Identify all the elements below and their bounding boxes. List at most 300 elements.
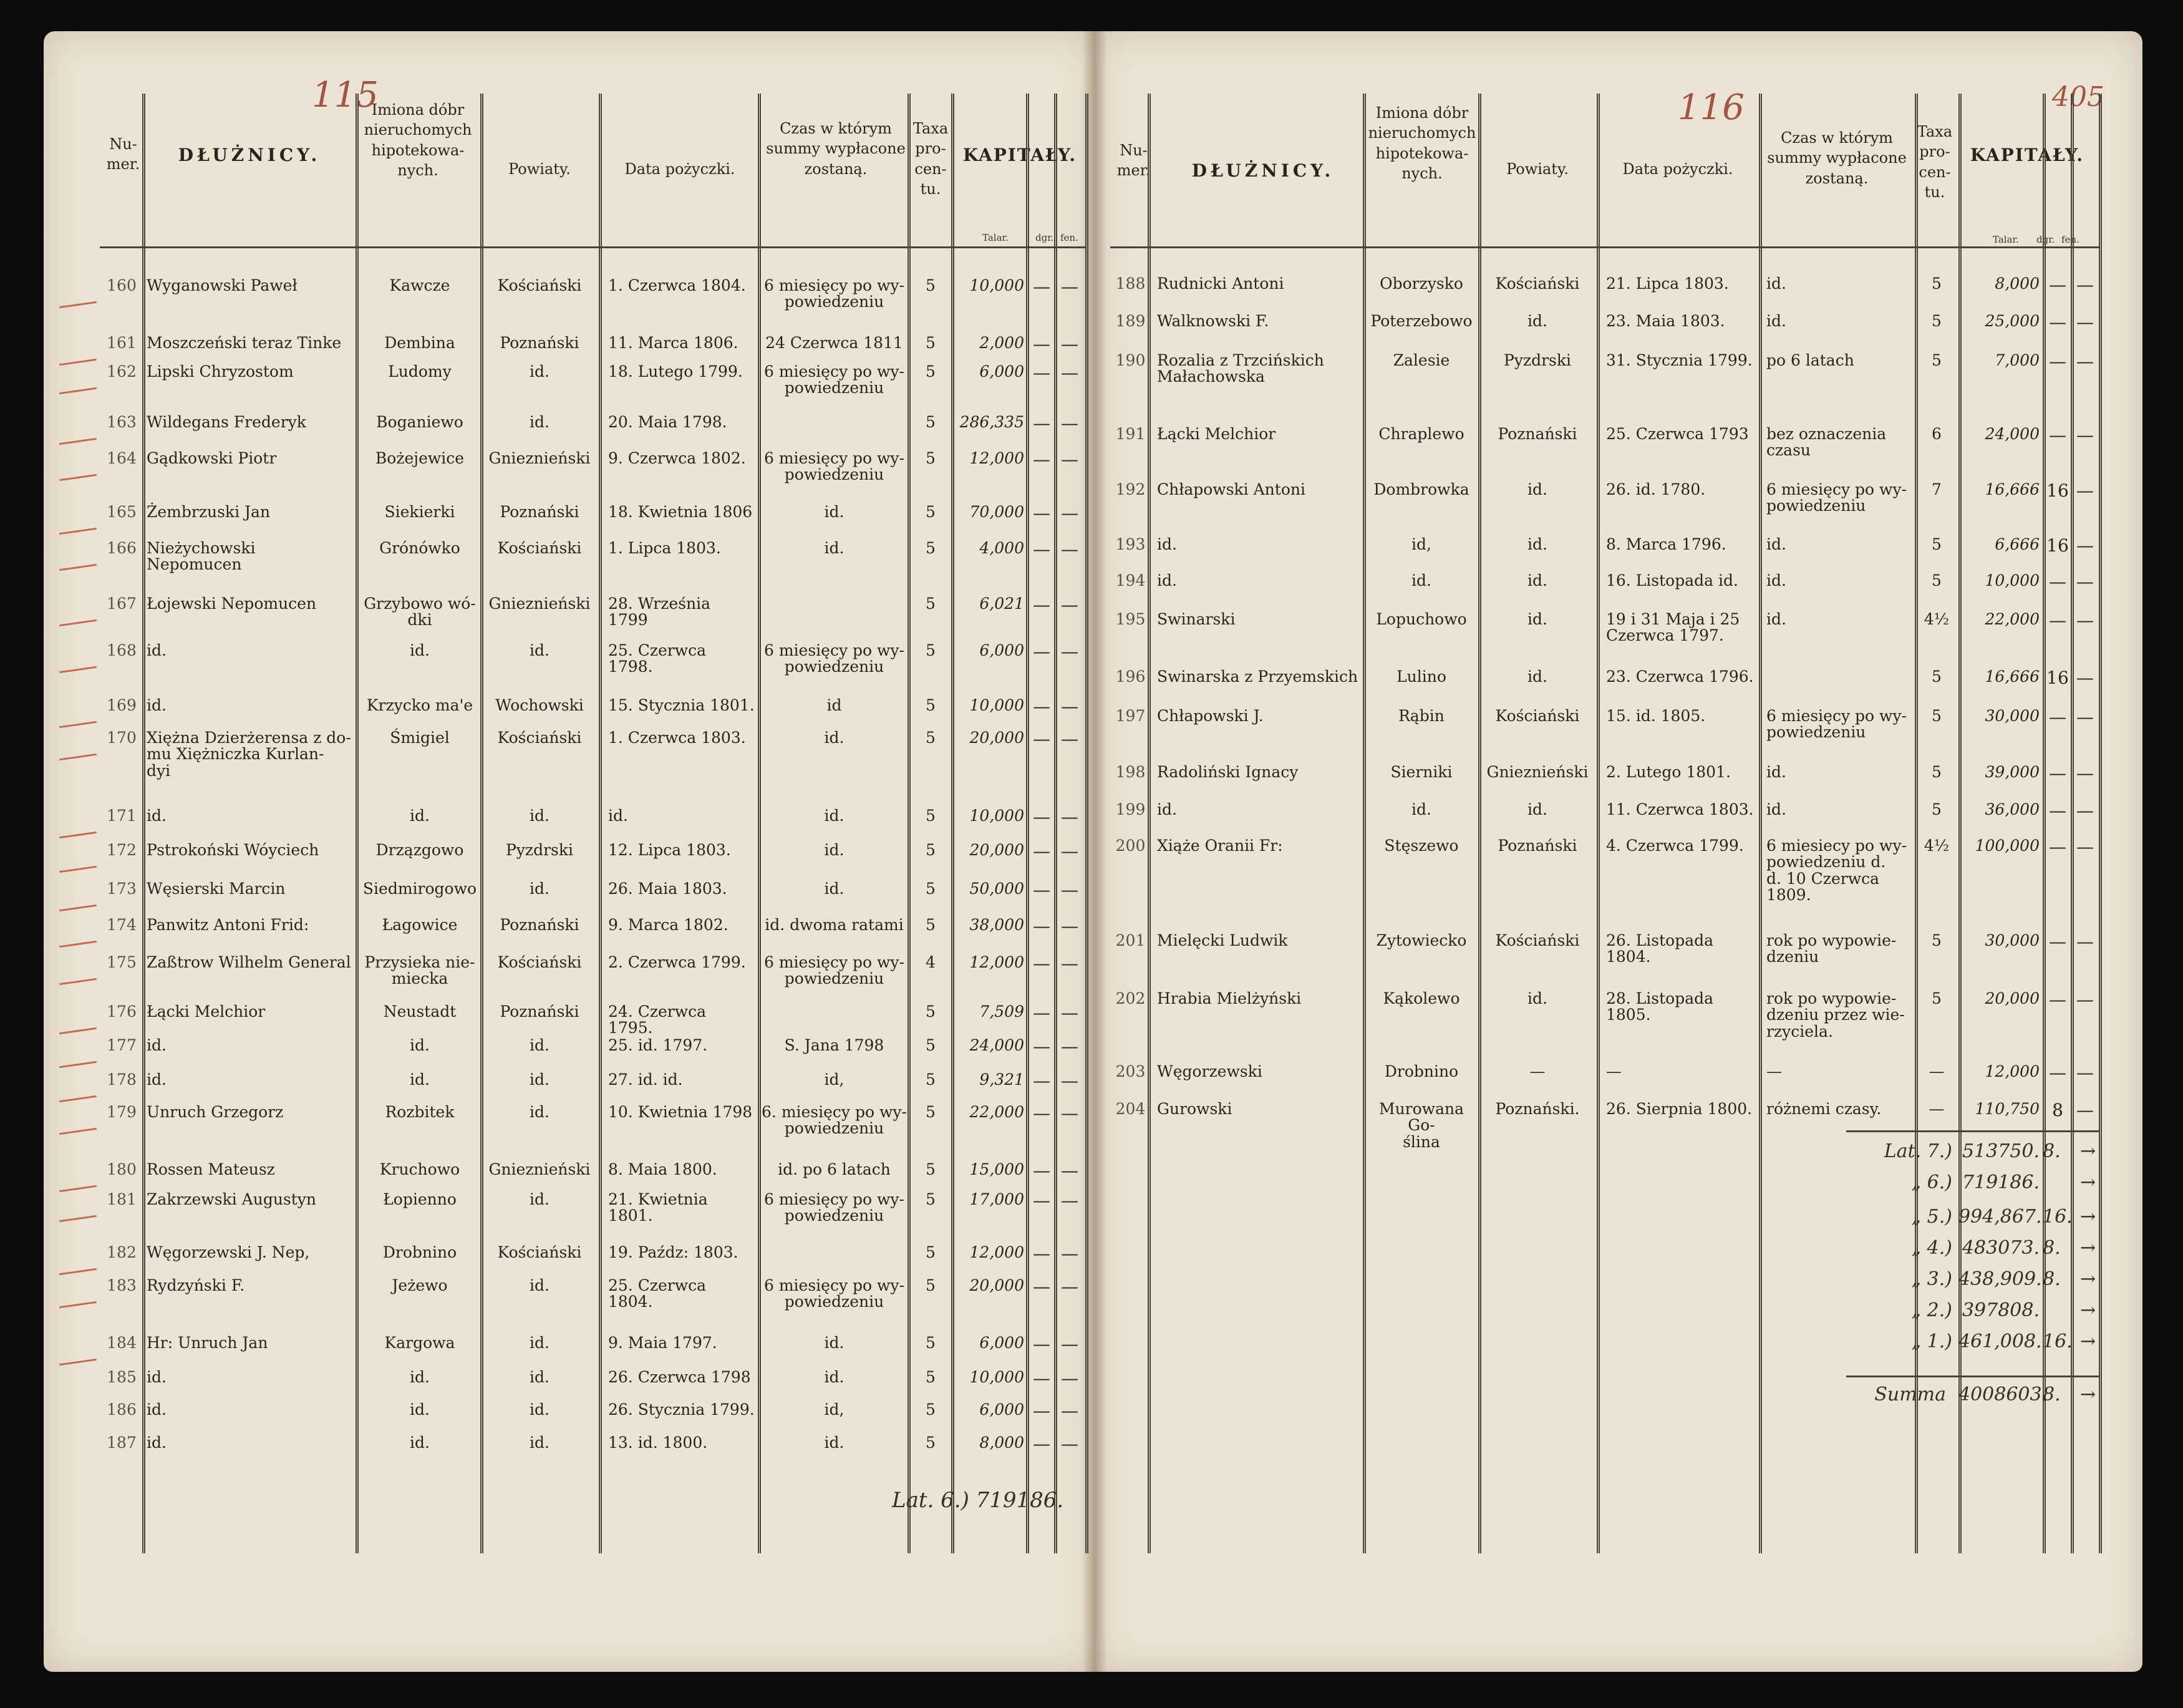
summa-value: 4008603. <box>1958 1384 2048 1405</box>
capital-talar: 70,000 <box>969 503 1024 521</box>
county-name: Poznański <box>500 334 579 352</box>
estate-name: Kąkolewo <box>1383 989 1460 1007</box>
loan-date: 19 i 31 Maja i 25 Czerwca 1797. <box>1606 610 1740 645</box>
table-row <box>0 881 1098 918</box>
capital-talar: 30,000 <box>1985 707 2040 725</box>
table-row <box>0 802 2146 839</box>
summary-arrow: → <box>2080 1268 2096 1290</box>
estate-name: id. <box>410 807 430 825</box>
row-number: 188 <box>1115 274 1146 293</box>
debtor-name: Moszczeński teraz Tinke <box>147 334 342 352</box>
summary-label: „ 2.) <box>1911 1299 1952 1321</box>
estate-name: Drobnino <box>382 1243 457 1261</box>
fen-dash: — <box>1061 1334 1078 1354</box>
header-dluznicy-left: DŁUŻNICY. <box>178 145 321 165</box>
debtor-name: Łącki Melchior <box>1157 425 1276 443</box>
debtor-name: id. <box>147 1400 167 1419</box>
header-talar-left: Talar. <box>982 232 1009 243</box>
county-name: Pyzdrski <box>1503 351 1572 369</box>
dgr-dash: — <box>1033 1036 1050 1057</box>
county-name: id. <box>530 1400 549 1419</box>
repayment-term: id, <box>824 1070 845 1089</box>
header-data-left: Data pożyczki. <box>624 160 735 178</box>
loan-date: 23. Maia 1803. <box>1606 312 1725 330</box>
county-name: Poznański. <box>1495 1100 1580 1118</box>
dgr-dash: — <box>1033 1368 1050 1389</box>
estate-name: Murowana Go- ślina <box>1378 1100 1464 1151</box>
estate-name: id. <box>1411 800 1431 818</box>
county-name: Kościański <box>497 729 582 747</box>
table-row <box>0 669 2146 706</box>
row-number: 186 <box>107 1400 137 1419</box>
loan-date: 25. Czerwca 1804. <box>608 1276 707 1311</box>
fen-dash: — <box>1061 880 1078 900</box>
debtor-name: id. <box>1157 535 1177 553</box>
capital-talar: 110,750 <box>1975 1100 2040 1118</box>
dgr-value: 8 <box>2052 1100 2063 1120</box>
dgr-dash: — <box>1033 503 1050 523</box>
debtor-name: Lipski Chryzostom <box>147 362 294 381</box>
county-name: id. <box>530 807 549 825</box>
county-name: Wochowski <box>495 696 584 714</box>
repayment-term: id. <box>1766 535 1786 553</box>
row-number: 167 <box>107 594 137 613</box>
fen-dash: — <box>1061 413 1078 434</box>
capital-talar: 16,666 <box>1985 667 2040 686</box>
capital-talar: 6,000 <box>979 641 1024 659</box>
fen-dash: — <box>1061 641 1078 662</box>
county-name: Kościański <box>497 953 582 971</box>
fen-dash: — <box>2076 312 2094 332</box>
fen-dash: — <box>1061 503 1078 523</box>
fen-dash: — <box>1061 807 1078 827</box>
loan-date: 15. Stycznia 1801. <box>608 696 755 714</box>
repayment-term: 6 miesięcy po wy- powiedzeniu <box>763 276 904 311</box>
row-number: 193 <box>1115 535 1146 553</box>
debtor-name: Xiąże Oranii Fr: <box>1157 837 1283 855</box>
interest-rate: 5 <box>926 1002 936 1021</box>
county-name: id. <box>530 413 549 431</box>
dgr-dash: — <box>1033 1070 1050 1091</box>
county-name: Poznański <box>500 503 579 521</box>
dgr-dash: — <box>1033 1002 1050 1023</box>
fen-dash: — <box>2076 535 2094 556</box>
summary-value: 719186. <box>1962 1172 2040 1193</box>
header-powiaty-right: Powiaty. <box>1506 160 1569 178</box>
loan-date: 13. id. 1800. <box>608 1434 708 1452</box>
capital-talar: 24,000 <box>969 1036 1024 1054</box>
interest-rate: 5 <box>1932 571 1942 590</box>
dgr-value: — <box>2049 763 2066 784</box>
debtor-name: Łojewski Nepomucen <box>147 594 317 613</box>
estate-name: Zalesie <box>1393 351 1450 369</box>
county-name: Pyzdrski <box>505 841 574 859</box>
dgr-dash: — <box>1033 334 1050 354</box>
row-number: 203 <box>1115 1062 1146 1080</box>
estate-name: Sierniki <box>1390 763 1453 781</box>
fen-dash: — <box>1061 1276 1078 1297</box>
loan-date: 10. Kwietnia 1798 <box>608 1103 753 1121</box>
loan-date: 24. Czerwca 1795. <box>608 1002 707 1037</box>
loan-date: 28. Września 1799 <box>608 594 711 629</box>
loan-date: 26. Sierpnia 1800. <box>1606 1100 1753 1118</box>
estate-name: id. <box>410 1400 430 1419</box>
dgr-dash: — <box>1033 729 1050 749</box>
loan-date: 20. Maia 1798. <box>608 413 727 431</box>
row-number: 194 <box>1115 571 1146 590</box>
dgr-value: — <box>2049 800 2066 821</box>
loan-date: 1. Czerwca 1803. <box>608 729 746 747</box>
summary-label: Lat. 7.) <box>1884 1140 1952 1162</box>
capital-talar: 20,000 <box>969 1276 1024 1294</box>
repayment-term: 6 miesięcy po wy- powiedzeniu <box>763 641 904 676</box>
estate-name: Krzycko ma'e <box>366 696 473 714</box>
row-number: 173 <box>107 880 137 898</box>
loan-date: 26. Listopada 1804. <box>1606 931 1714 966</box>
table-row <box>0 426 2146 463</box>
dgr-value: — <box>2049 571 2066 592</box>
debtor-name: Rudnicki Antoni <box>1157 274 1284 293</box>
header-fen-left: fen. <box>1060 232 1078 243</box>
estate-name: Przysieka nie- miecka <box>364 953 475 988</box>
capital-talar: 20,000 <box>969 729 1024 747</box>
repayment-term: id. <box>824 1334 845 1352</box>
county-name: Poznański <box>1498 837 1577 855</box>
estate-name: id. <box>410 1368 430 1386</box>
county-name: Kościański <box>1495 931 1580 949</box>
summa-rule <box>1846 1376 2099 1377</box>
debtor-name: id. <box>1157 800 1177 818</box>
summary-arrow: → <box>2080 1172 2096 1193</box>
capital-talar: 7,000 <box>1995 351 2040 369</box>
dgr-dash: — <box>1033 594 1050 615</box>
dgr-dash: — <box>1033 276 1050 297</box>
debtor-name: Swinarska z Przyemskich <box>1157 667 1358 686</box>
header-kapitaly-left: KAPITAŁY. <box>962 145 1077 165</box>
row-number: 161 <box>107 334 137 352</box>
loan-date: 2. Czerwca 1799. <box>608 953 746 971</box>
dgr-dash: — <box>1033 413 1050 434</box>
capital-talar: 38,000 <box>969 916 1024 934</box>
debtor-name: id. <box>147 807 167 825</box>
county-name: id. <box>530 1334 549 1352</box>
interest-rate: 5 <box>926 539 936 557</box>
debtor-name: Walknowski F. <box>1157 312 1269 330</box>
debtor-name: Węsierski Marcin <box>147 880 286 898</box>
fen-dash: — <box>1061 276 1078 297</box>
interest-rate: 5 <box>926 641 936 659</box>
estate-name: Zytowiecko <box>1376 931 1467 949</box>
county-name: Poznański <box>1498 425 1577 443</box>
fen-dash: — <box>1061 696 1078 717</box>
loan-date: 18. Kwietnia 1806 <box>608 503 753 521</box>
capital-talar: 12,000 <box>969 449 1024 467</box>
fen-dash: — <box>2076 763 2094 784</box>
header-numer-left: Nu- mer. <box>106 135 140 173</box>
dgr-dash: — <box>1033 1243 1050 1264</box>
dgr-value: — <box>2049 351 2066 372</box>
county-name: Gnieznieński <box>488 449 591 467</box>
repayment-term: 24 Czerwca 1811 <box>765 334 903 352</box>
debtor-name: id. <box>147 1434 167 1452</box>
repayment-term: 6 miesięcy po wy- powiedzeniu <box>763 953 904 988</box>
capital-talar: 6,000 <box>979 1400 1024 1419</box>
interest-rate: 4½ <box>1924 837 1950 855</box>
fen-dash: — <box>2076 351 2094 372</box>
summary-value: 461,008. <box>1958 1331 2042 1352</box>
fen-dash: — <box>2076 837 2094 857</box>
debtor-name: id. <box>1157 571 1177 590</box>
summary-value: 513750. <box>1962 1140 2040 1162</box>
interest-rate: 5 <box>1932 707 1942 725</box>
interest-rate: 5 <box>926 503 936 521</box>
repayment-term: id. <box>824 807 845 825</box>
repayment-term: id. <box>1766 312 1786 330</box>
header-powiaty-left: Powiaty. <box>508 160 571 178</box>
loan-date: 21. Kwietnia 1801. <box>608 1190 708 1225</box>
county-name: id. <box>530 1036 549 1054</box>
fen-dash: — <box>1061 449 1078 470</box>
fen-dash: — <box>1061 1070 1078 1091</box>
interest-rate: 5 <box>926 276 936 294</box>
dgr-dash: — <box>1033 1103 1050 1123</box>
row-number: 163 <box>107 413 137 431</box>
repayment-term: 6 miesięcy po wy- powiedzeniu <box>1766 480 1907 515</box>
repayment-term: rok po wypowie- dzeniu przez wie- rzyciela. <box>1766 989 1905 1041</box>
fen-dash: — <box>1061 953 1078 974</box>
estate-name: Śmigiel <box>390 729 450 747</box>
header-kapitaly-right: KAPITAŁY. <box>1970 145 2084 165</box>
repayment-term: id. po 6 latach <box>778 1160 891 1178</box>
loan-date: 1. Czerwca 1804. <box>608 276 746 294</box>
county-name: Kościański <box>497 539 582 557</box>
estate-name: id. <box>410 1036 430 1054</box>
dgr-dash: — <box>1033 1400 1050 1421</box>
county-name: id. <box>1527 989 1547 1007</box>
debtor-name: Chłapowski Antoni <box>1157 480 1305 498</box>
debtor-name: Węgorzewski <box>1157 1062 1262 1080</box>
header-talar-right: Talar. <box>1993 234 2019 245</box>
county-name: id. <box>530 1190 549 1208</box>
loan-date: 9. Maia 1797. <box>608 1334 717 1352</box>
estate-name: id. <box>1411 571 1431 590</box>
fen-dash: — <box>1061 1434 1078 1454</box>
county-name: id. <box>530 1276 549 1294</box>
header-taxa-left: Taxa pro- cen- tu. <box>912 120 949 198</box>
table-row <box>0 611 2146 649</box>
summary-dgr: 16. <box>2043 1206 2073 1228</box>
fen-dash: — <box>1061 1002 1078 1023</box>
row-number: 195 <box>1115 610 1146 628</box>
row-number: 181 <box>107 1190 137 1208</box>
fen-dash: — <box>2076 571 2094 592</box>
row-number: 164 <box>107 449 137 467</box>
fen-dash: — <box>1061 594 1078 615</box>
header-rule-left <box>100 246 1085 248</box>
loan-date: 31. Stycznia 1799. <box>1606 351 1753 369</box>
repayment-term: bez oznaczenia czasu <box>1766 425 1887 460</box>
summary-row <box>0 1173 2146 1210</box>
interest-rate: 5 <box>926 1368 936 1386</box>
left-page-total: Lat. 6.) 719186. <box>892 1488 1064 1513</box>
interest-rate: 5 <box>1932 535 1942 553</box>
interest-rate: 5 <box>926 841 936 859</box>
capital-talar: 4,000 <box>979 539 1024 557</box>
header-taxa-right: Taxa pro- cen- tu. <box>1917 123 1953 201</box>
dgr-value: — <box>2049 837 2066 857</box>
row-number: 204 <box>1115 1100 1146 1118</box>
row-number: 160 <box>107 276 137 294</box>
dgr-dash: — <box>1033 916 1050 936</box>
repayment-term: 6 miesięcy po wy- powiedzeniu <box>763 1276 904 1311</box>
row-number: 169 <box>107 696 137 714</box>
row-number: 183 <box>107 1276 137 1294</box>
table-row <box>0 536 2146 574</box>
estate-name: Rąbin <box>1398 707 1445 725</box>
table-row <box>0 989 2146 1041</box>
summary-value: 397808. <box>1962 1299 2040 1321</box>
repayment-term: id. dwoma ratami <box>765 916 904 934</box>
interest-rate: 5 <box>926 1103 936 1121</box>
estate-name: Neustadt <box>383 1002 457 1021</box>
loan-date: 11. Marca 1806. <box>608 334 738 352</box>
debtor-name: id. <box>147 641 167 659</box>
county-name: id. <box>530 1103 549 1121</box>
row-number: 197 <box>1115 707 1146 725</box>
capital-talar: 10,000 <box>969 276 1024 294</box>
loan-date: 16. Listopada id. <box>1606 571 1738 590</box>
header-data-right: Data pożyczki. <box>1622 160 1733 178</box>
loan-date: 25. Czerwca 1798. <box>608 641 707 676</box>
dgr-value: 16 <box>2046 667 2069 688</box>
debtor-name: Mielęcki Ludwik <box>1157 931 1288 949</box>
interest-rate: 5 <box>1932 274 1942 293</box>
estate-name: Grzybowo wó- dki <box>364 594 476 629</box>
debtor-name: Wildegans Frederyk <box>147 413 306 431</box>
repayment-term: 6 miesięcy po wy- powiedzeniu <box>763 362 904 397</box>
row-number: 180 <box>107 1160 137 1178</box>
interest-rate: 5 <box>1932 312 1942 330</box>
loan-date: 11. Czerwca 1803. <box>1606 800 1754 818</box>
county-name: id. <box>530 1434 549 1452</box>
repayment-term: id <box>826 696 842 714</box>
debtor-name: id. <box>147 1036 167 1054</box>
estate-name: Drobnino <box>1384 1062 1459 1080</box>
capital-talar: 12,000 <box>969 1243 1024 1261</box>
debtor-name: Hr: Unruch Jan <box>147 1334 268 1352</box>
capital-talar: 10,000 <box>1985 571 2040 590</box>
capital-talar: 2,000 <box>979 334 1024 352</box>
dgr-value: 16 <box>2046 480 2069 501</box>
repayment-term: id. <box>1766 571 1786 590</box>
capital-talar: 8,000 <box>979 1434 1024 1452</box>
estate-name: Ludomy <box>388 362 452 381</box>
summa-arrow: → <box>2080 1384 2096 1405</box>
debtor-name: Rydzyński F. <box>147 1276 245 1294</box>
fen-dash: — <box>2076 667 2094 688</box>
row-number: 172 <box>107 841 137 859</box>
interest-rate: 5 <box>1932 667 1942 686</box>
debtor-name: Węgorzewski J. Nep, <box>147 1243 310 1261</box>
row-number: 187 <box>107 1434 137 1452</box>
row-number: 189 <box>1115 312 1146 330</box>
repayment-term: 6 miesiecy po wy- powiedzeniu d. d. 10 Czerwca 1809. <box>1766 837 1907 904</box>
row-number: 192 <box>1115 480 1146 498</box>
interest-rate: 5 <box>926 449 936 467</box>
estate-name: Dembina <box>384 334 455 352</box>
interest-rate: — <box>1929 1062 1945 1080</box>
dgr-dash: — <box>1033 953 1050 974</box>
estate-name: Kruchowo <box>379 1160 460 1178</box>
header-dgr-left: dgr. <box>1035 232 1054 243</box>
interest-rate: 5 <box>926 1276 936 1294</box>
estate-name: Lopuchowo <box>1376 610 1467 628</box>
fen-dash: — <box>1061 1036 1078 1057</box>
interest-rate: 5 <box>1932 763 1942 781</box>
interest-rate: 5 <box>1932 931 1942 949</box>
header-numer-right: Nu- mer. <box>1116 142 1151 180</box>
page-number-right: 116 <box>1678 87 1745 128</box>
page-number-left: 115 <box>312 75 379 115</box>
header-czas-left: Czas w którym summy wypłacone zostaną. <box>766 120 906 178</box>
county-name: id. <box>530 1070 549 1089</box>
row-number: 179 <box>107 1103 137 1121</box>
debtor-name: Żembrzuski Jan <box>147 503 271 521</box>
row-number: 177 <box>107 1036 137 1054</box>
fen-dash: — <box>1061 841 1078 861</box>
interest-rate: 7 <box>1932 480 1942 498</box>
interest-rate: 5 <box>1932 351 1942 369</box>
dgr-dash: — <box>1033 807 1050 827</box>
capital-talar: 10,000 <box>969 807 1024 825</box>
estate-name: Kawcze <box>389 276 450 294</box>
summary-arrow: → <box>2080 1237 2096 1259</box>
loan-date: 26. Czerwca 1798 <box>608 1368 751 1386</box>
loan-date: 8. Maia 1800. <box>608 1160 717 1178</box>
county-name: Gnieznieński <box>1486 763 1589 781</box>
interest-rate: 5 <box>926 729 936 747</box>
dgr-value: — <box>2049 610 2066 631</box>
row-number: 202 <box>1115 989 1146 1007</box>
estate-name: Łagowice <box>382 916 458 934</box>
loan-date: 26. Stycznia 1799. <box>608 1400 755 1419</box>
estate-name: Oborzysko <box>1380 274 1463 293</box>
estate-name: id. <box>410 641 430 659</box>
fen-dash: — <box>1061 1160 1078 1181</box>
repayment-term: S. Jana 1798 <box>784 1036 884 1054</box>
capital-talar: 7,509 <box>979 1002 1024 1021</box>
row-number: 162 <box>107 362 137 381</box>
county-name: Kościański <box>1495 707 1580 725</box>
summary-label: „ 4.) <box>1911 1237 1952 1259</box>
interest-rate: 5 <box>926 413 936 431</box>
estate-name: Grónówko <box>379 539 460 557</box>
repayment-term: — <box>1766 1062 1782 1080</box>
fen-dash: — <box>2076 707 2094 727</box>
interest-rate: 5 <box>926 916 936 934</box>
summary-label: „ 1.) <box>1911 1331 1952 1352</box>
summary-dgr: 16. <box>2043 1331 2073 1352</box>
estate-name: Bożejewice <box>375 449 465 467</box>
row-number: 201 <box>1115 931 1146 949</box>
capital-talar: 25,000 <box>1985 312 2040 330</box>
repayment-term: id. <box>824 880 845 898</box>
county-name: id. <box>1527 800 1547 818</box>
capital-talar: 36,000 <box>1985 800 2040 818</box>
dgr-dash: — <box>1033 1160 1050 1181</box>
loan-date: 8. Marca 1796. <box>1606 535 1726 553</box>
capital-talar: 30,000 <box>1985 931 2040 949</box>
